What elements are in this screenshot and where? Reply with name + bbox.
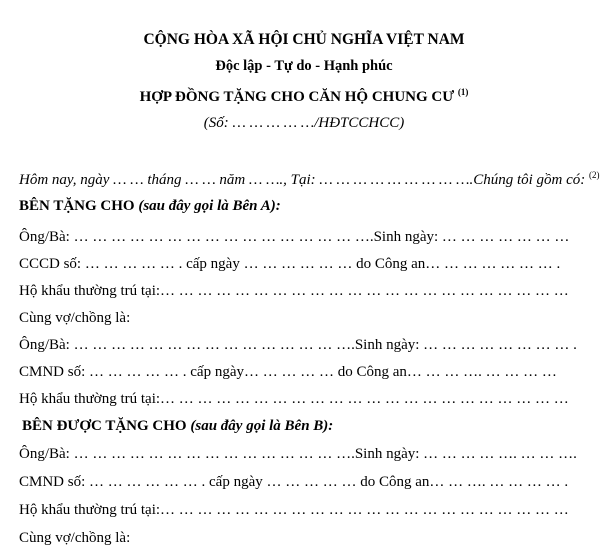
party-a-spouse-label: Cùng vợ/chồng là:: [19, 310, 131, 326]
contract-title-text: HỢP ĐỒNG TẶNG CHO CĂN HỘ CHUNG CƯ: [139, 89, 455, 105]
party-b-id-line: CMND số: … … … … … … . cấp ngày … … … … … do Công an… … …. … … … … .: [19, 474, 569, 490]
nation-heading: CỘNG HÒA XÃ HỘI CHỦ NGHĨA VIỆT NAM: [143, 31, 465, 48]
motto: Độc lập - Tự do - Hạnh phúc: [215, 58, 393, 74]
party-a-heading-text: BÊN TẶNG CHO: [19, 198, 135, 214]
party-b-note-suffix: ):: [323, 418, 334, 434]
party-b-spouse-label: Cùng vợ/chồng là:: [19, 530, 131, 546]
party-b-heading: [22, 418, 333, 435]
party-a-spouse-name-line: Ông/Bà: … … … … … … … … … … … … … … ….Sinh ngày: … … … … … … … … .: [19, 337, 577, 353]
party-b-note-name: Bên B: [284, 418, 324, 434]
party-b-heading-text: BÊN ĐƯỢC TẶNG CHO: [22, 418, 187, 434]
title-footnote-marker: (1): [457, 87, 469, 97]
party-a-name-line: Ông/Bà: … … … … … … … … … … … … … … … ….Sinh ngày: … … … … … … …: [19, 229, 570, 245]
party-a-heading: [19, 198, 281, 215]
intro-line: [19, 170, 600, 189]
party-a-spouse-residence-line: Hộ khẩu thường trú tại:… … … … … … … … … … … … … … … … … … … … … …: [19, 391, 569, 407]
party-b-residence-line: Hộ khẩu thường trú tại:… … … … … … … … … … … … … … … … … … … … … …: [19, 502, 569, 518]
party-a-note-name: Bên A: [232, 198, 271, 214]
intro-text: Hôm nay, ngày … … tháng … … năm … …., Tại: … … … … … … … … ….Chúng tôi gồm có:: [19, 172, 586, 188]
party-b-note: [190, 418, 333, 434]
party-b-note-prefix: (sau đây gọi là: [190, 418, 281, 434]
intro-footnote-marker: (2): [589, 170, 600, 180]
party-b-name-line: Ông/Bà: … … … … … … … … … … … … … … ….Sinh ngày: … … … … …. … … ….: [19, 446, 577, 462]
contract-number: (Số: … … … … …/HĐTCCHCC): [203, 115, 405, 131]
party-a-note-suffix: ):: [270, 198, 281, 214]
contract-title: [0, 87, 608, 106]
party-a-residence-line: Hộ khẩu thường trú tại:… … … … … … … … … … … … … … … … … … … … … …: [19, 283, 569, 299]
party-a-note-prefix: (sau đây gọi là: [138, 198, 229, 214]
party-a-id-line: CCCD số: … … … … … . cấp ngày … … … … … … do Công an… … … … … … … .: [19, 256, 561, 272]
party-a-note: [138, 198, 280, 214]
party-a-spouse-id-line: CMND số: … … … … … . cấp ngày… … … … … do Công an… … … …. … … … …: [19, 364, 557, 380]
